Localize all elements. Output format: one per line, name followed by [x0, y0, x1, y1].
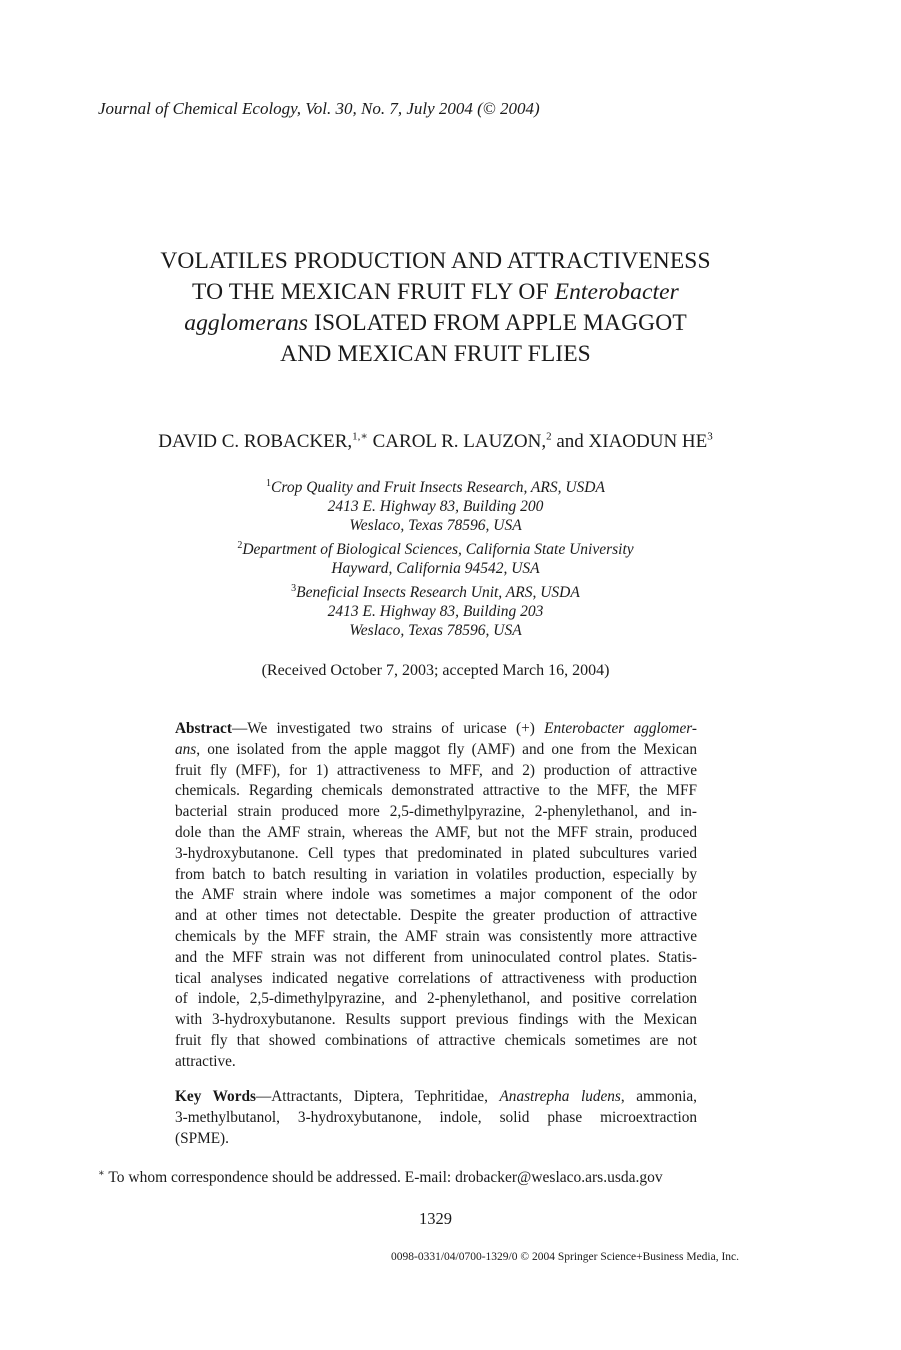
author-lauzon: CAROL R. LAUZON,	[367, 431, 547, 452]
author-robacker: DAVID C. ROBACKER,	[158, 431, 353, 452]
title-line-1: VOLATILES PRODUCTION AND ATTRACTIVENESS	[160, 248, 711, 274]
title-line-4: AND MEXICAN FRUIT FLIES	[280, 341, 591, 367]
journal-citation: Journal of Chemical Ecology, Vol. 30, No. 7, July 2004 (© 2004)	[98, 99, 540, 118]
affiliation-2: $^2$Department of Biological Sciences, California State University Hayward, California 94542, USA	[237, 539, 634, 577]
abstract: Abstract—We investigated two strains of uricase (+) Enterobacter agglomer- ans, one isolated from the apple maggot fly (AMF) and one from the Mexican fruit fly (MFF), for 1) attractiveness to MFF, and 2) production of attractive chemicals. Regarding chemicals demonstrated attractive to the MFF, the MFF bacterial strain produced more 2,5-dimethylpyrazine, 2-phenylethanol, and in- dole than the AMF strain, whereas the AMF, but not the MFF strain, produced 3-hydroxybutanone. Cell types that predominated in plated subcultures varied from batch to batch resulting in variation in volatiles production, especially by the AMF strain where indole was sometimes a major component of the odor and at other times not detectable. Despite the greater production of attractive chemicals by the MFF strain, the AMF strain was consistently more attractive and the MFF strain was not different from uninoculated control plates. Statis- tical analyses indicated negative correlations of attractiveness with production of indole, 2,5-dimethylpyrazine, and 2-phenylethanol, and positive correlation with 3-hydroxybutanone. Results support previous findings with the Mexican fruit fly that showed combinations of attractive chemicals sometimes are not attractive.	[175, 720, 697, 1070]
copyright-line: 0098-0331/04/0700-1329/0 © 2004 Springer Science+Business Media, Inc.	[391, 1251, 740, 1263]
article-title	[0, 246, 871, 370]
author-list: DAVID C. ROBACKER,$^{1,∗}$ CAROL R. LAUZON,$^2$ and XIAODUN $HE^3$	[158, 430, 713, 452]
received-dates: (Received October 7, 2003; accepted March 16, 2004)	[261, 662, 610, 679]
affiliation-3: $^3$Beneficial Insects Research Unit, ARS, USDA 2413 E. Highway 83, Building 203 Weslaco, Texas 78596, USA	[291, 582, 580, 639]
affiliation-1: $^1$Crop Quality and Fruit Insects Research, ARS, USDA 2413 E. Highway 83, Building 200 Weslaco, Texas 78596, USA	[266, 477, 605, 534]
abstract-label: Abstract	[175, 720, 232, 737]
key-words: Key Words—Attractants, Diptera, Tephritidae, Anastrepha ludens, ammonia, 3-methylbutanol, 3-hydroxybutanone, indole, solid phase microextraction (SPME).	[175, 1088, 697, 1147]
title-line-3: agglomerans ISOLATED FROM APPLE MAGGOT	[184, 310, 687, 336]
author-he: and XIAODUN HE	[551, 431, 708, 452]
keywords-label: Key Words	[175, 1088, 256, 1105]
title-line-2: TO THE MEXICAN FRUIT FLY OF Enterobacter	[192, 279, 679, 305]
page-number: 1329	[419, 1209, 452, 1228]
correspondence-footnote: ∗ To whom correspondence should be addressed. E-mail: drobacker@weslaco.ars.usda.gov	[98, 1167, 663, 1186]
